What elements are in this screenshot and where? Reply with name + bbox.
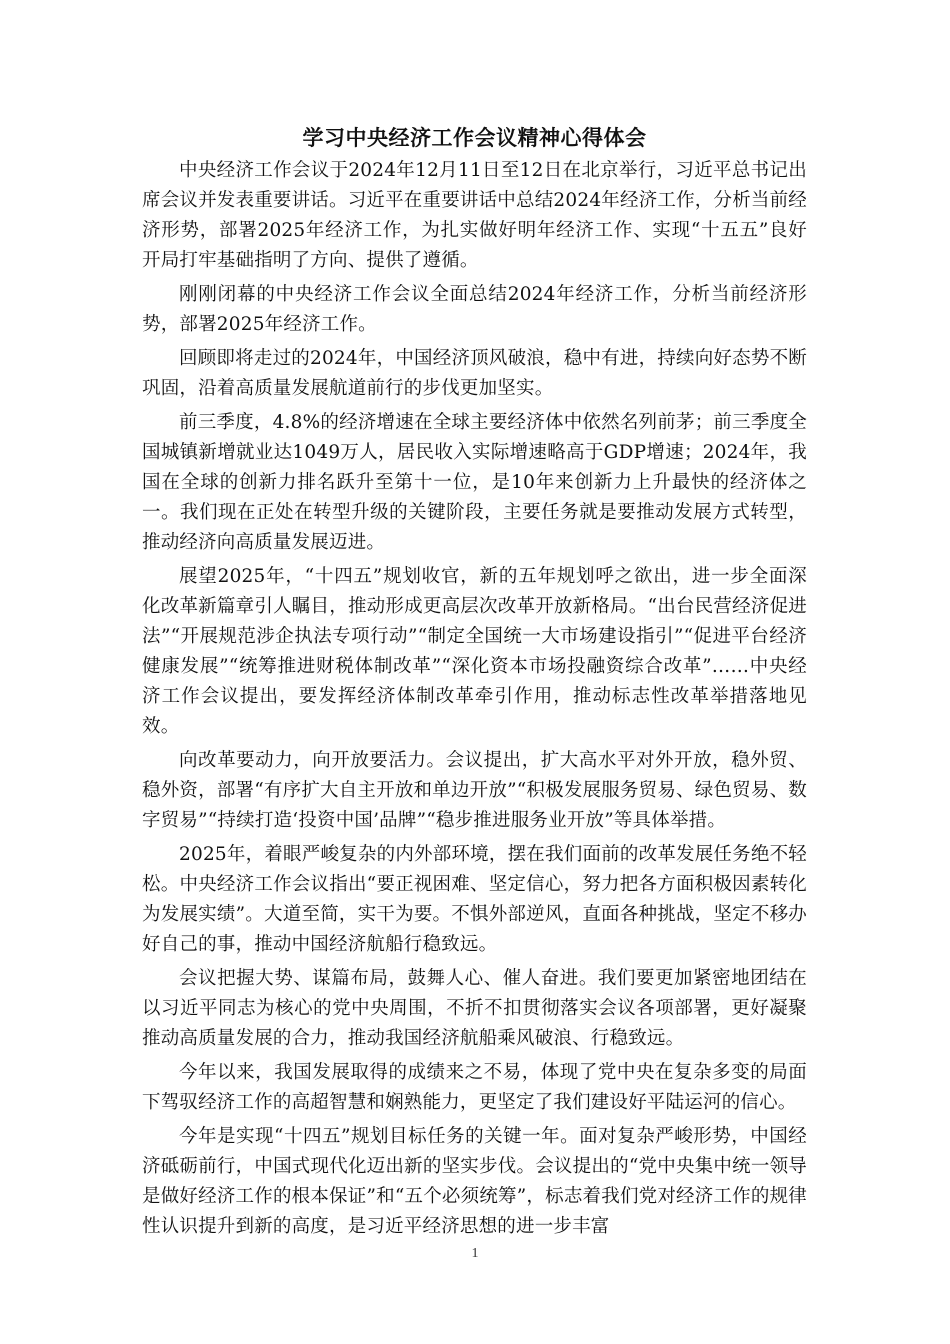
paragraph-4: 前三季度，4.8%的经济增速在全球主要经济体中依然名列前茅；前三季度全国城镇新增就业达1049万人，居民收入实际增速略高于GDP增速；2024年，我国在全球的创新力排名跃升至第十一位，是10年来创新力上升最快的经济体之一。我们现在正处在转型升级的关键阶段，主要任务就是要推动发展方式转型，推动经济向高质量发展迈进。 (142, 412, 807, 553)
paragraph-3: 回顾即将走过的2024年，中国经济顶风破浪，稳中有进，持续向好态势不断巩固，沿着高质量发展航道前行的步伐更加坚实。 (142, 348, 807, 399)
paragraph-9: 今年以来，我国发展取得的成绩来之不易，体现了党中央在复杂多变的局面下驾驭经济工作的高超智慧和娴熟能力，更坚定了我们建设好平陆运河的信心。 (142, 1062, 807, 1113)
page-number: 1 (471, 1246, 479, 1261)
document-page (142, 120, 807, 1242)
paragraph-10: 今年是实现“十四五”规划目标任务的关键一年。面对复杂严峻形势，中国经济砥砺前行，中国式现代化迈出新的坚实步伐。会议提出的“党中央集中统一领导是做好经济工作的根本保证”和“五个必须统筹”，标志着我们党对经济工作的规律性认识提升到新的高度，是习近平经济思想的进一步丰富 (142, 1126, 807, 1237)
paragraph-6: 向改革要动力，向开放要活力。会议提出，扩大高水平对外开放，稳外贸、稳外资，部署“有序扩大自主开放和单边开放”“积极发展服务贸易、绿色贸易、数字贸易”“持续打造‘投资中国’品牌”“稳步推进服务业开放”等具体举措。 (142, 750, 807, 831)
paragraph-2: 刚刚闭幕的中央经济工作会议全面总结2024年经济工作，分析当前经济形势，部署2025年经济工作。 (142, 284, 807, 335)
paragraph-1: 中央经济工作会议于2024年12月11日至12日在北京举行，习近平总书记出席会议并发表重要讲话。习近平在重要讲话中总结2024年经济工作，分析当前经济形势，部署2025年经济工作，为扎实做好明年经济工作、实现“十五五”良好开局打牢基础指明了方向、提供了遵循。 (142, 160, 807, 271)
document-title: 学习中央经济工作会议精神心得体会 (302, 126, 647, 150)
paragraph-8: 会议把握大势、谋篇布局，鼓舞人心、催人奋进。我们要更加紧密地团结在以习近平同志为核心的党中央周围，不折不扣贯彻落实会议各项部署，更好凝聚推动高质量发展的合力，推动我国经济航船乘风破浪、行稳致远。 (142, 968, 807, 1049)
paragraph-7: 2025年，着眼严峻复杂的内外部环境，摆在我们面前的改革发展任务绝不轻松。中央经济工作会议指出“要正视困难、坚定信心，努力把各方面积极因素转化为发展实绩”。大道至简，实干为要。不惧外部逆风，直面各种挑战，坚定不移办好自己的事，推动中国经济航船行稳致远。 (142, 844, 807, 955)
paragraph-5: 展望2025年，“十四五”规划收官，新的五年规划呼之欲出，进一步全面深化改革新篇章引人瞩目，推动形成更高层次改革开放新格局。“出台民营经济促进法”“开展规范涉企执法专项行动”“制定全国统一大市场建设指引”“促进平台经济健康发展”“统筹推进财税体制改革”“深化资本市场投融资综合改革”……中央经济工作会议提出，要发挥经济体制改革牵引作用，推动标志性改革举措落地见效。 (142, 566, 807, 737)
